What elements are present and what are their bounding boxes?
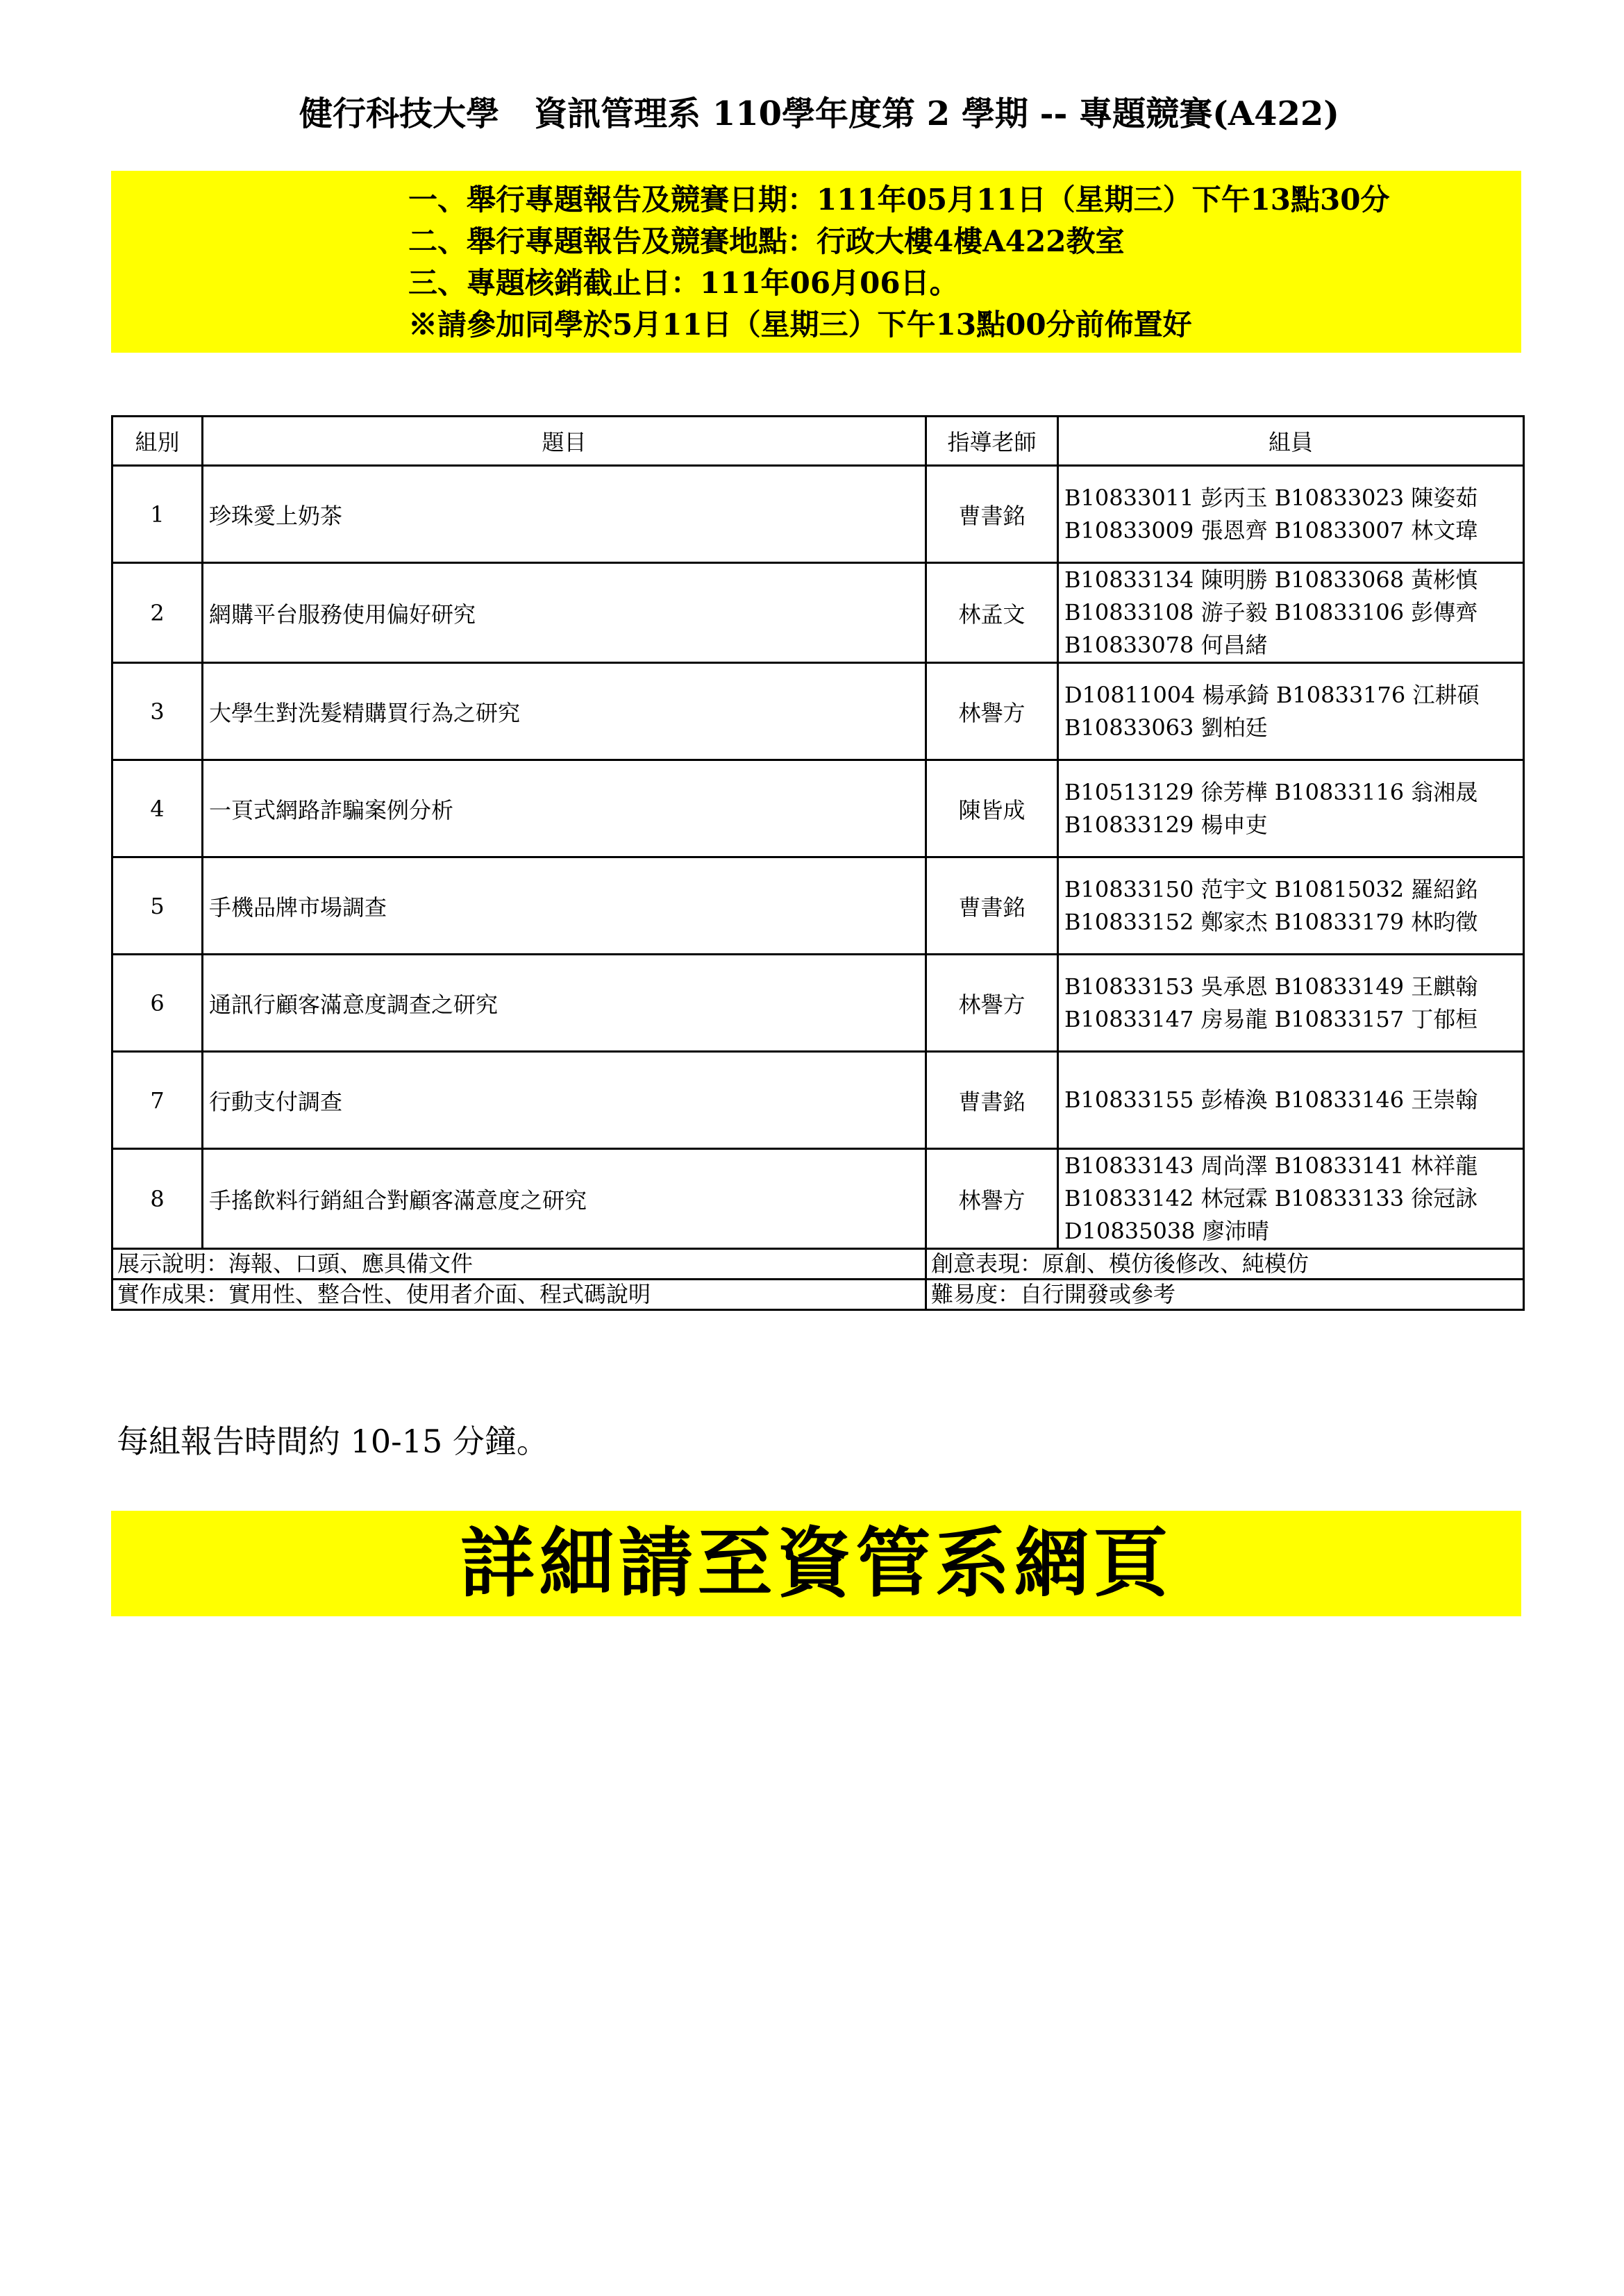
project-topic: 珍珠愛上奶茶 bbox=[203, 466, 926, 563]
table-row bbox=[112, 857, 1524, 955]
group-members: B10833011 彭丙玉 B10833023 陳姿茹 B10833009 張恩齊 B10833007 林文瑋 bbox=[1058, 466, 1524, 563]
group-number: 4 bbox=[112, 760, 203, 857]
page-title: 健行科技大學 資訊管理系 110學年度第 2 學期 -- 專題競賽(A422) bbox=[299, 94, 1339, 133]
project-advisor: 林孟文 bbox=[926, 563, 1058, 663]
footer-implementation-criteria: 實作成果：實用性、整合性、使用者介面、程式碼說明 bbox=[112, 1280, 926, 1310]
project-topic: 手搖飲料行銷組合對顧客滿意度之研究 bbox=[203, 1149, 926, 1249]
project-topic: 通訊行顧客滿意度調查之研究 bbox=[203, 955, 926, 1052]
group-number: 8 bbox=[112, 1149, 203, 1249]
project-advisor: 林譽方 bbox=[926, 663, 1058, 760]
notice-setup-line: ※請參加同學於5月11日（星期三）下午13點00分前佈置好 bbox=[408, 308, 1192, 342]
project-advisor: 曹書銘 bbox=[926, 857, 1058, 955]
project-topic: 一頁式網路詐騙案例分析 bbox=[203, 760, 926, 857]
project-advisor: 曹書銘 bbox=[926, 466, 1058, 563]
notice-deadline-line: 三、專題核銷截止日：111年06月06日。 bbox=[408, 266, 959, 300]
schedule-table bbox=[111, 415, 1525, 1311]
group-number: 6 bbox=[112, 955, 203, 1052]
table-row bbox=[112, 1149, 1524, 1249]
website-banner: 詳細請至資管系網頁 bbox=[111, 1511, 1521, 1616]
report-time-note: 每組報告時間約 10-15 分鐘。 bbox=[117, 1423, 549, 1460]
notice-box bbox=[111, 171, 1521, 353]
header-members: 組員 bbox=[1058, 417, 1524, 466]
group-members: B10833153 吳承恩 B10833149 王麒翰 B10833147 房易龍 B10833157 丁郁桓 bbox=[1058, 955, 1524, 1052]
project-topic: 手機品牌市場調查 bbox=[203, 857, 926, 955]
project-topic: 大學生對洗髮精購買行為之研究 bbox=[203, 663, 926, 760]
table-row bbox=[112, 760, 1524, 857]
table-row bbox=[112, 663, 1524, 760]
footer-difficulty-criteria: 難易度：自行開發或參考 bbox=[926, 1280, 1524, 1310]
group-number: 5 bbox=[112, 857, 203, 955]
footer-display-criteria: 展示說明：海報、口頭、應具備文件 bbox=[112, 1249, 926, 1280]
project-topic: 網購平台服務使用偏好研究 bbox=[203, 563, 926, 663]
group-members: D10811004 楊承錡 B10833176 江耕碩 B10833063 劉柏廷 bbox=[1058, 663, 1524, 760]
group-number: 3 bbox=[112, 663, 203, 760]
project-advisor: 林譽方 bbox=[926, 1149, 1058, 1249]
header-group-no: 組別 bbox=[112, 417, 203, 466]
group-members: B10833134 陳明勝 B10833068 黃彬慎 B10833108 游子毅 B10833106 彭傳齊 B10833078 何昌緒 bbox=[1058, 563, 1524, 663]
table-row bbox=[112, 466, 1524, 563]
table-footer-row bbox=[112, 1249, 1524, 1280]
header-topic: 題目 bbox=[203, 417, 926, 466]
group-members: B10833150 范宇文 B10815032 羅紹銘 B10833152 鄭家杰 B10833179 林昀徵 bbox=[1058, 857, 1524, 955]
group-number: 7 bbox=[112, 1052, 203, 1149]
table-header-row bbox=[112, 417, 1524, 466]
group-number: 2 bbox=[112, 563, 203, 663]
group-members: B10833143 周尚澤 B10833141 林祥龍 B10833142 林冠霖 B10833133 徐冠詠 D10835038 廖沛晴 bbox=[1058, 1149, 1524, 1249]
table-footer-row bbox=[112, 1280, 1524, 1310]
project-advisor: 曹書銘 bbox=[926, 1052, 1058, 1149]
project-advisor: 陳皆成 bbox=[926, 760, 1058, 857]
group-members: B10833155 彭椿渙 B10833146 王崇翰 bbox=[1058, 1052, 1524, 1149]
group-members: B10513129 徐芳樺 B10833116 翁湘晟 B10833129 楊申吏 bbox=[1058, 760, 1524, 857]
table-row bbox=[112, 563, 1524, 663]
group-number: 1 bbox=[112, 466, 203, 563]
project-advisor: 林譽方 bbox=[926, 955, 1058, 1052]
notice-date-line: 一、舉行專題報告及競賽日期：111年05月11日（星期三）下午13點30分 bbox=[408, 183, 1390, 217]
table-row bbox=[112, 955, 1524, 1052]
footer-creativity-criteria: 創意表現：原創、模仿後修改、純模仿 bbox=[926, 1249, 1524, 1280]
notice-location-line: 二、舉行專題報告及競賽地點：行政大樓4樓A422教室 bbox=[408, 224, 1125, 258]
table-row bbox=[112, 1052, 1524, 1149]
header-advisor: 指導老師 bbox=[926, 417, 1058, 466]
project-topic: 行動支付調查 bbox=[203, 1052, 926, 1149]
